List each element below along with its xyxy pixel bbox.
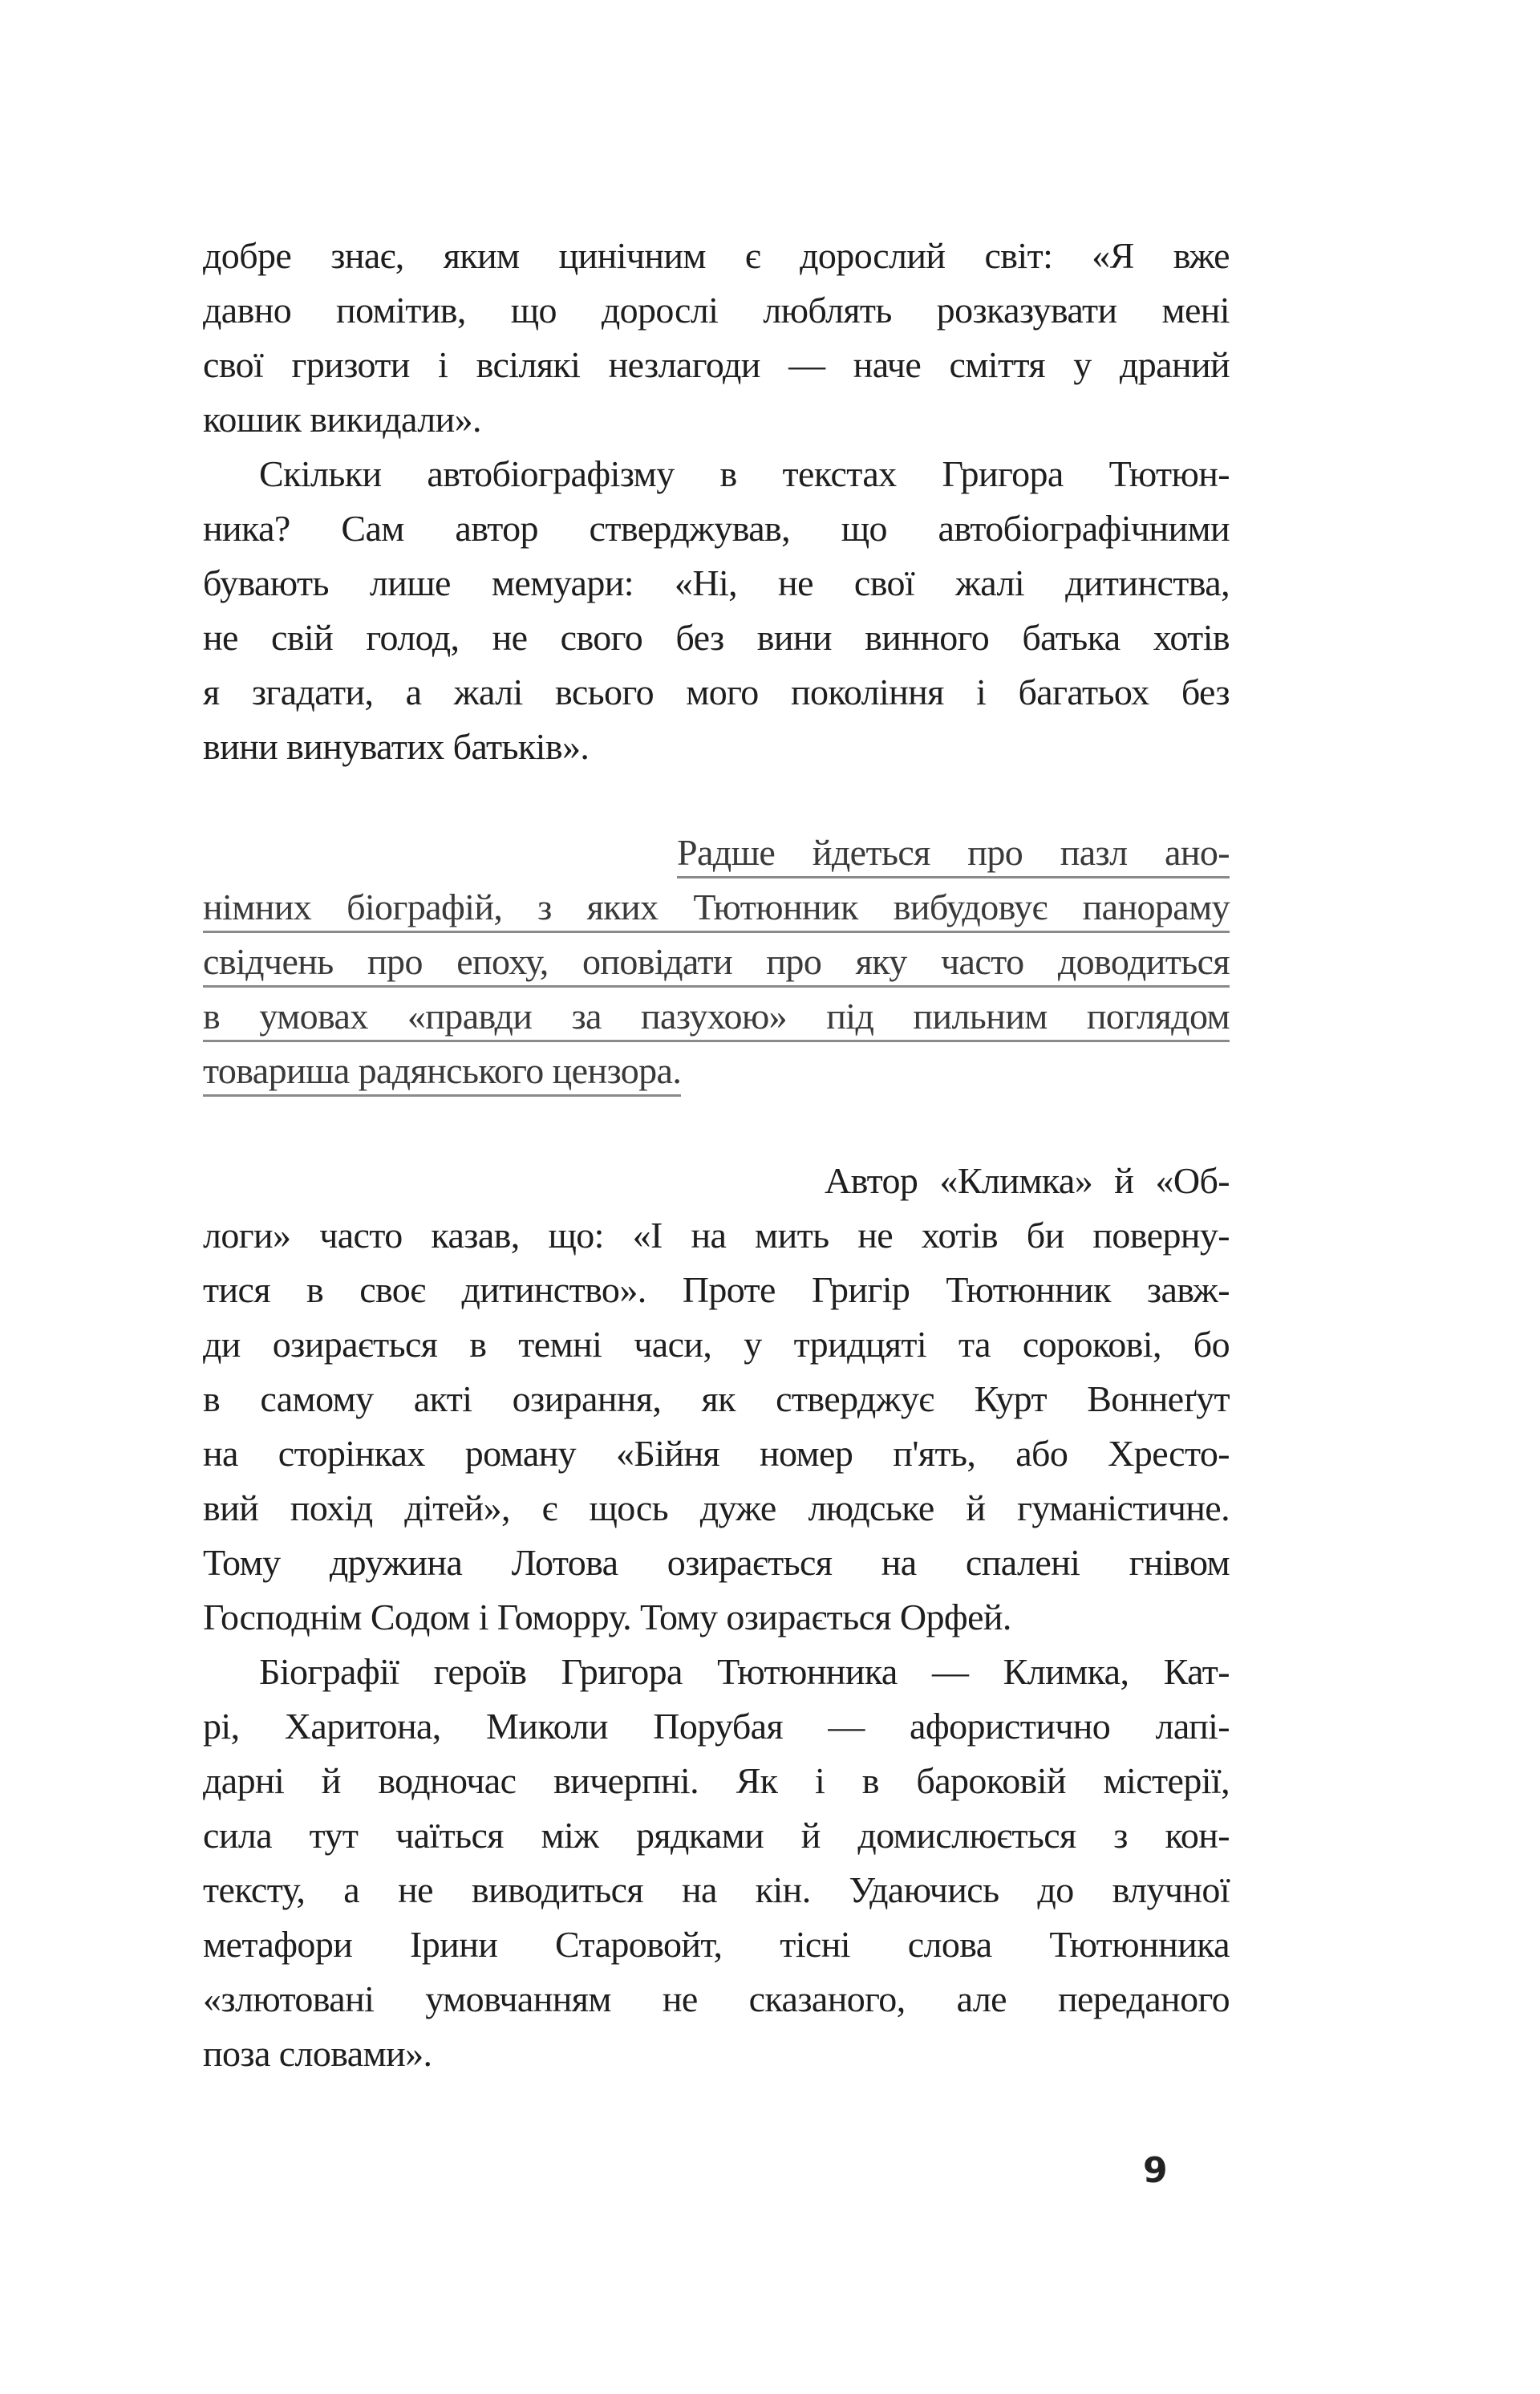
text-line: не свій голод, не свого без вини винного батька хотів	[203, 617, 1230, 658]
text-line: «злютовані умовчанням не сказаного, але переданого	[203, 1978, 1230, 2019]
text-line: Господнім Содом і Гоморру. Тому озирається Орфей.	[203, 1597, 1011, 1637]
text-line: поза словами».	[203, 2033, 432, 2074]
text-line: вий похід дітей», є щось дуже людське й гуманістичне.	[203, 1487, 1230, 1528]
text-line: бувають лише мемуари: «Ні, не свої жалі дитинства,	[203, 562, 1230, 603]
text-line: тися в своє дитинство». Проте Григір Тютюнник завж-	[203, 1269, 1230, 1310]
text-line: Біографії героїв Григора Тютюнника — Климка, Кат-	[259, 1651, 1230, 1692]
highlighted-line	[203, 989, 1230, 1044]
highlighted-line	[203, 880, 1230, 935]
highlighted-line	[203, 935, 1230, 989]
underlined-text: німних біографій, з яких Тютюнник вибудовує панораму	[203, 884, 1230, 933]
text-line: вини винуватих батьків».	[203, 726, 590, 767]
text-line: Скільки автобіографізму в текстах Григора Тютюн-	[259, 453, 1230, 494]
page-number: 9	[1143, 2150, 1168, 2191]
text-line: тексту, а не виводиться на кін. Удаючись до влучної	[203, 1869, 1230, 1910]
text-line: рі, Харитона, Миколи Порубая — афористично лапі-	[203, 1706, 1230, 1747]
text-line: добре знає, яким цинічним є дорослий світ: «Я вже	[203, 235, 1230, 276]
text-line: свої гризоти і всілякі незлагоди — наче сміття у драний	[203, 344, 1230, 385]
text-line: давно помітив, що дорослі люблять розказувати мені	[203, 290, 1230, 331]
text-line: метафори Ірини Старовойт, тісні слова Тютюнника	[203, 1924, 1230, 1965]
text-line: логи» часто казав, що: «І на мить не хотів би поверну-	[203, 1215, 1230, 1256]
text-line: дарні й водночас вичерпні. Як і в бароковій містерії,	[203, 1760, 1230, 1801]
text-line: ди озирається в темні часи, у тридцяті та сорокові, бо	[203, 1324, 1230, 1365]
text-line: Автор «Климка» й «Об-	[825, 1160, 1230, 1201]
text-line: в самому акті озирання, як стверджує Курт Воннеґут	[203, 1378, 1230, 1419]
underlined-text: товариша радянського цензора.	[203, 1048, 681, 1097]
text-line: на сторінках роману «Бійня номер п'ять, або Хресто-	[203, 1433, 1230, 1474]
text-line: я згадати, а жалі всього мого покоління і багатьох без	[203, 672, 1230, 712]
underlined-text: в умовах «правди за пазухою» під пильним поглядом	[203, 993, 1230, 1042]
text-line: сила тут чаїться між рядками й домислюється з кон-	[203, 1815, 1230, 1856]
highlighted-quote[interactable]	[203, 826, 1230, 1098]
underlined-text: свідчень про епоху, оповідати про яку часто доводиться	[203, 939, 1230, 988]
highlighted-line	[203, 1044, 1230, 1098]
text-line: кошик викидали».	[203, 399, 481, 440]
text-line: Тому дружина Лотова озирається на спалені гнівом	[203, 1542, 1230, 1583]
text-line: ника? Сам автор стверджував, що автобіографічними	[203, 508, 1230, 549]
underlined-text: Радше йдеться про пазл ано-	[677, 830, 1230, 878]
body-text-top	[203, 229, 1230, 774]
highlighted-line	[203, 826, 1230, 880]
body-text-bottom	[203, 1154, 1230, 2081]
